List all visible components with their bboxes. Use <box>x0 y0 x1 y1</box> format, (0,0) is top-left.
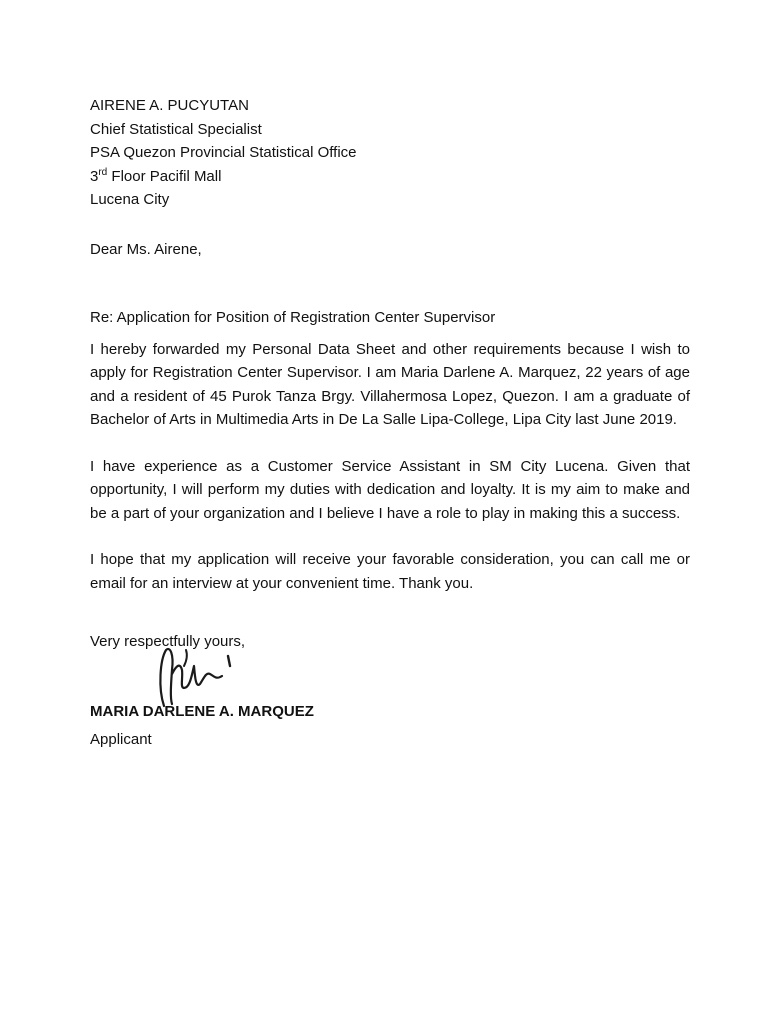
recipient-name: AIRENE A. PUCYUTAN <box>90 97 249 114</box>
salutation: Dear Ms. Airene, <box>90 240 202 258</box>
recipient-block <box>90 94 690 212</box>
signer-name: MARIA DARLENE A. MARQUEZ <box>90 702 314 720</box>
recipient-floor <box>90 165 690 189</box>
body-paragraph-1: I hereby forwarded my Personal Data Sheet and other requirements because I wish to apply for Registration Center Supervisor. I am Maria Darlene A. Marquez, 22 years of age and a resident of 45 Purok Tanza Brgy. Villahermosa Lopez, Quezon. I am a graduate of Bachelor of Arts in Multimedia Arts in De La Salle Lipa-College, Lipa City last June 2019. <box>90 340 690 428</box>
signature-block <box>90 654 690 718</box>
recipient-city: Lucena City <box>90 191 170 208</box>
recipient-office: PSA Quezon Provincial Statistical Office <box>90 144 357 161</box>
body-paragraph-3: I hope that my application will receive your favorable consideration, you can call me or email for an interview at your convenient time. Thank you. <box>90 551 690 592</box>
closing-line: Very respectfully yours, <box>90 633 246 650</box>
subject-line: Re: Application for Position of Registration Center Supervisor <box>90 309 496 326</box>
floor-suffix: rd <box>98 166 108 178</box>
body-paragraph-2: I have experience as a Customer Service Assistant in SM City Lucena. Given that opportunity, I will perform my duties with dedication and loyalty. It is my aim to make and be a part of your organization and I believe I have a role to play in making this a success. <box>90 457 690 522</box>
recipient-title: Chief Statistical Specialist <box>90 120 262 138</box>
application-letter <box>90 94 690 751</box>
floor-number: 3 <box>90 167 99 185</box>
floor-rest: Floor Pacifil Mall <box>107 167 222 185</box>
signer-role: Applicant <box>90 730 152 748</box>
